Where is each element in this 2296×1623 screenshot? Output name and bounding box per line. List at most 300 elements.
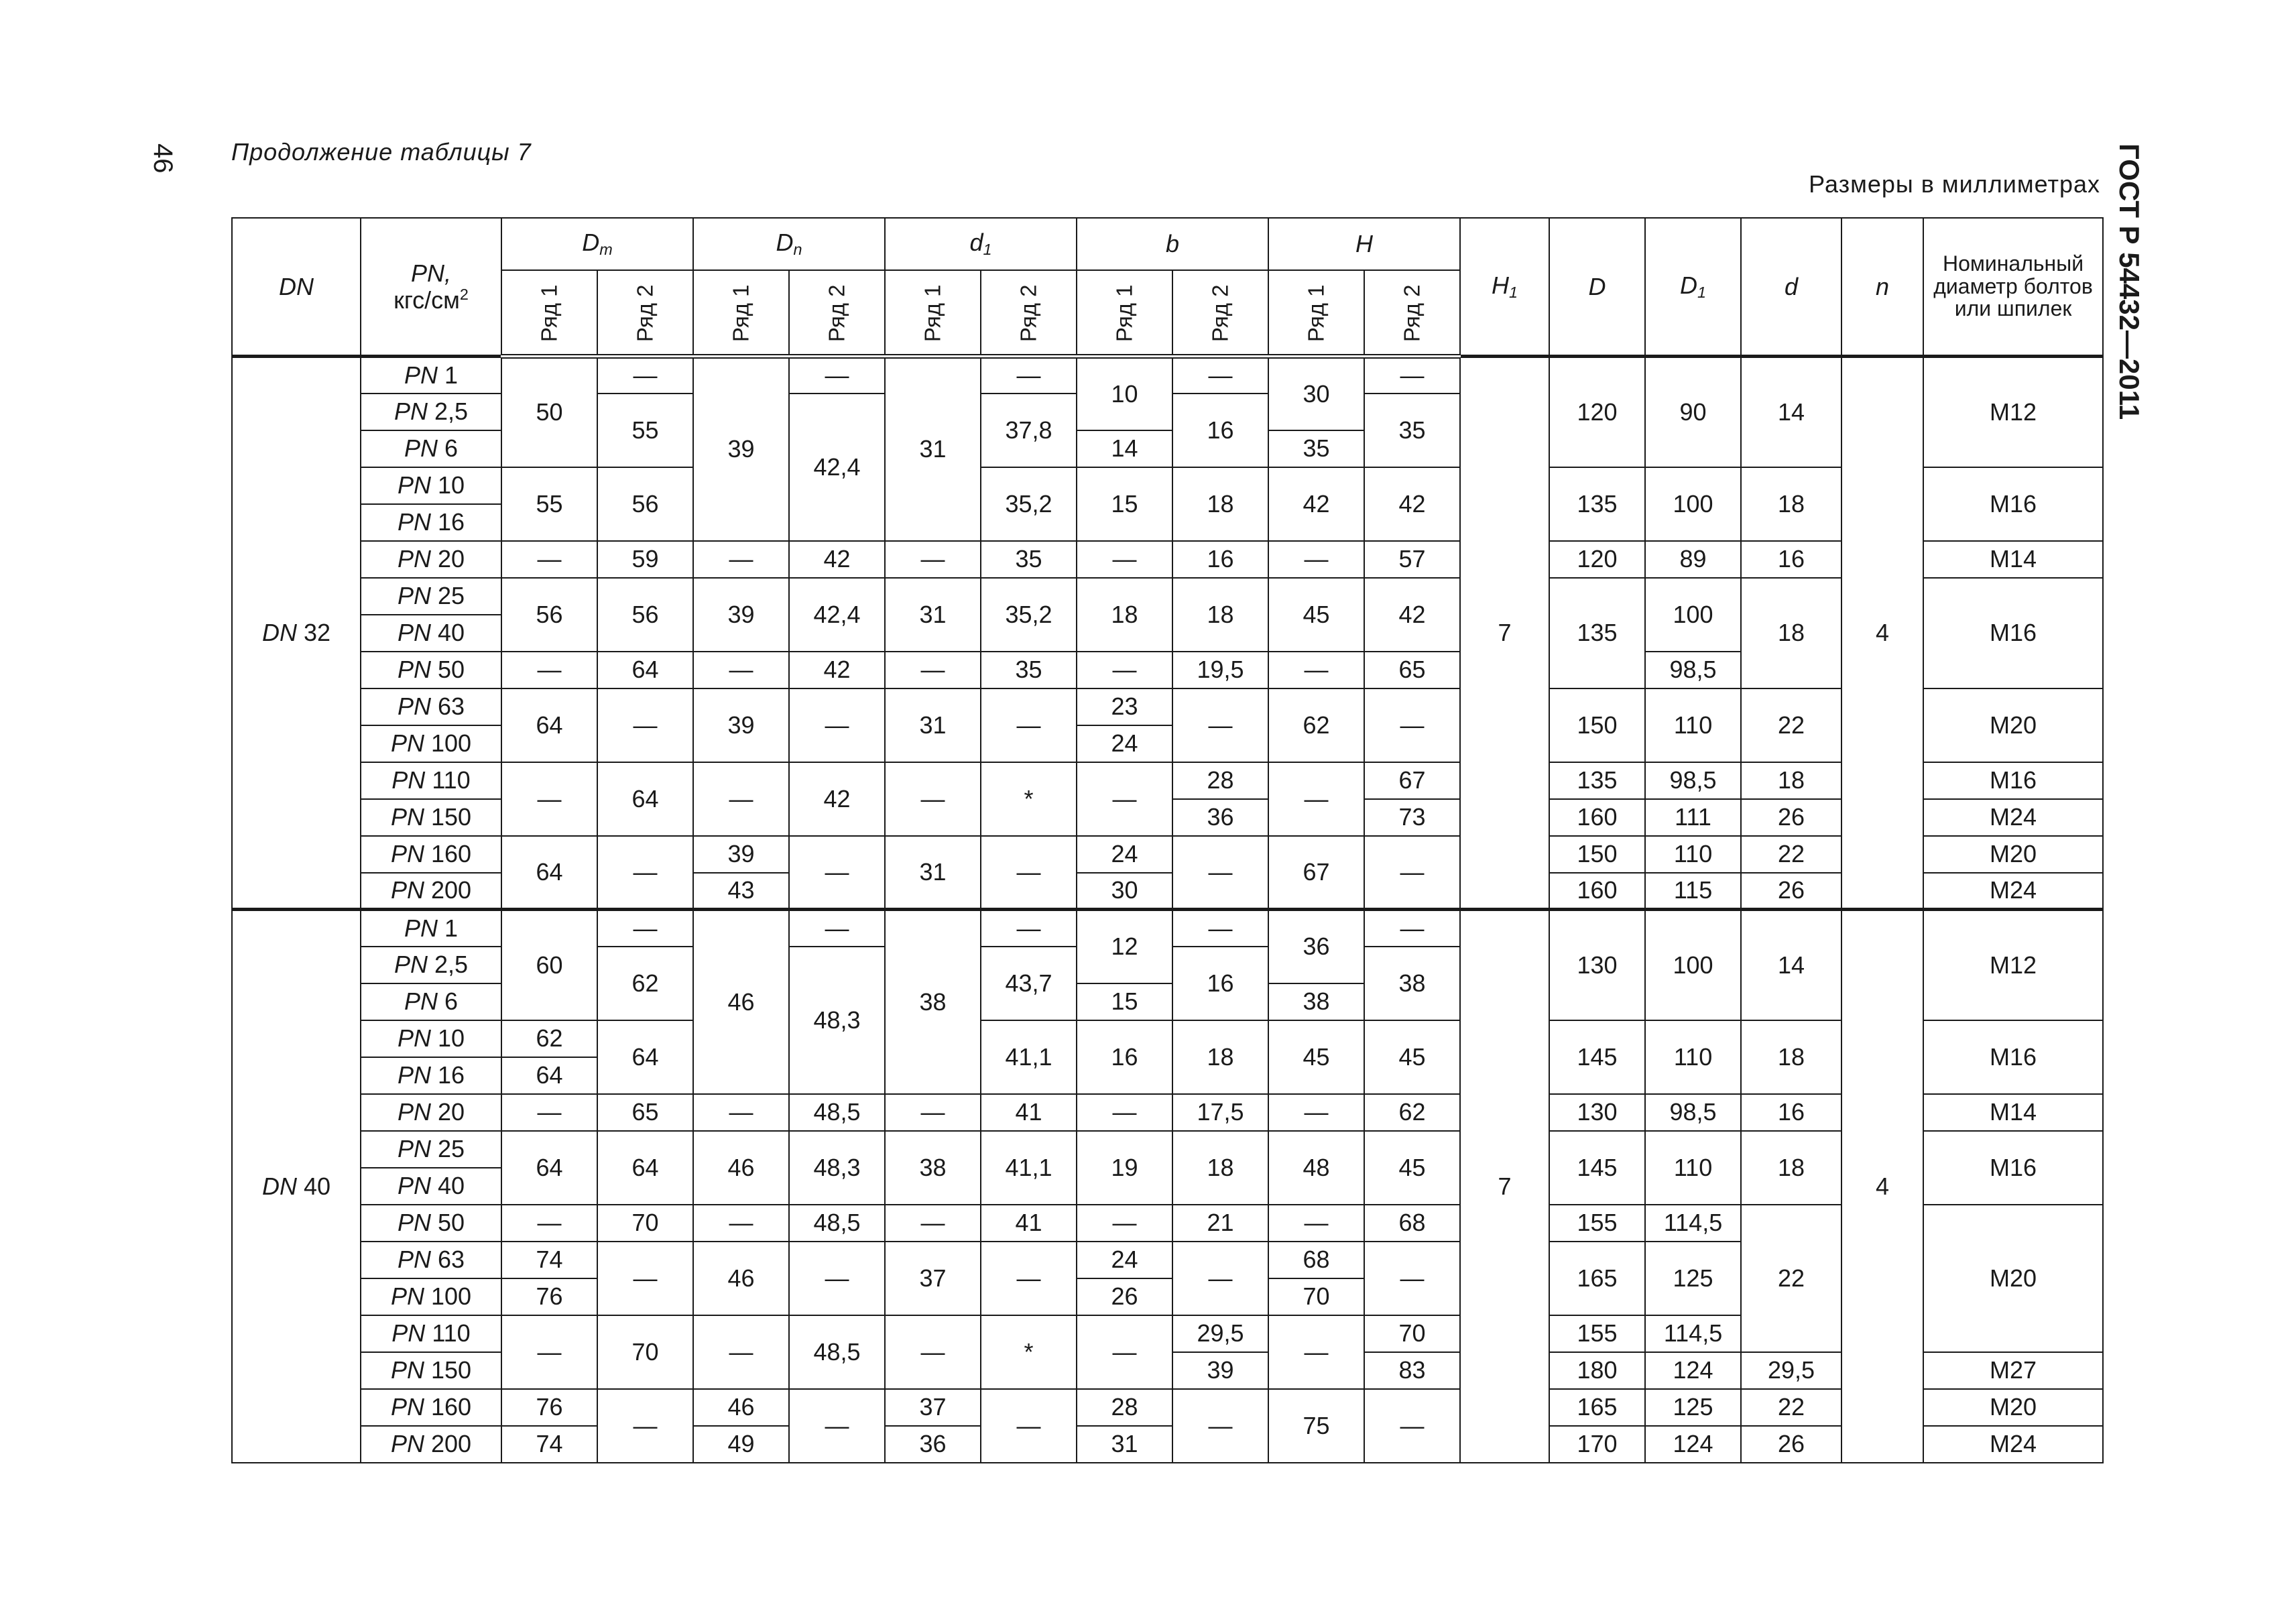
cell-text: PN — [397, 1246, 431, 1274]
table-cell: 65 — [1364, 652, 1460, 688]
table-cell: M20 — [1923, 836, 2103, 873]
table-cell: 36 — [1172, 799, 1268, 836]
table-cell: 70 — [1364, 1315, 1460, 1352]
table-cell: — — [1077, 541, 1172, 578]
table-cell: 26 — [1741, 1426, 1841, 1463]
table-cell — [361, 836, 501, 873]
col-b: b — [1077, 218, 1268, 270]
cell-text: PN, — [410, 259, 451, 287]
cell-text: Ряд 1 — [728, 284, 753, 343]
table-cell: 18 — [1172, 1131, 1268, 1205]
table-cell: 42 — [1364, 467, 1460, 541]
cell-text: 1 — [1697, 283, 1707, 301]
table-cell: — — [1364, 357, 1460, 394]
cell-text: PN — [397, 471, 431, 499]
table-cell: 145 — [1549, 1131, 1645, 1205]
table-cell: 35 — [981, 541, 1077, 578]
group-dn32 — [232, 357, 2103, 910]
pn-cell — [361, 357, 501, 394]
table-row — [232, 357, 2103, 394]
table-cell: 62 — [1364, 1094, 1460, 1131]
cell-text: 110 — [432, 766, 471, 794]
table-cell — [361, 1020, 501, 1057]
row2-label — [1172, 270, 1268, 357]
cell-text: DN — [261, 619, 297, 647]
table-cell: 7 — [1460, 357, 1549, 910]
units-note: Размеры в миллиметрах — [1809, 170, 2100, 198]
table-cell: — — [1077, 1205, 1172, 1242]
table-cell: 29,5 — [1172, 1315, 1268, 1352]
table-cell: — — [1268, 652, 1364, 688]
cell-text: 40 — [303, 1172, 331, 1200]
table-cell: 98,5 — [1645, 1094, 1741, 1131]
cell-text: PN — [397, 1098, 431, 1126]
table-cell: — — [597, 1389, 693, 1463]
table-cell: 110 — [1645, 836, 1741, 873]
row1-label — [1077, 270, 1172, 357]
table-cell: 35 — [1364, 394, 1460, 467]
table-cell: 38 — [885, 1131, 981, 1205]
cell-text: Ряд 1 — [920, 284, 945, 343]
page-bottom-margin — [0, 1496, 2296, 1623]
cell-text: 40 — [437, 1172, 465, 1200]
table-cell: 45 — [1268, 578, 1364, 652]
table-cell: 26 — [1077, 1278, 1172, 1315]
table-cell: 48 — [1268, 1131, 1364, 1205]
cell-text: PN — [397, 582, 431, 610]
table-cell: — — [693, 1094, 789, 1131]
table-cell: — — [1077, 1315, 1172, 1389]
cell-text: PN — [397, 545, 431, 573]
table-cell — [361, 1168, 501, 1205]
cell-text: 2,5 — [434, 951, 469, 979]
table-cell: M16 — [1923, 762, 2103, 799]
cell-text: 150 — [430, 1356, 472, 1384]
table-cell: 42 — [1364, 578, 1460, 652]
col-d-hole: d — [1741, 218, 1841, 357]
cell-text: PN — [390, 1430, 424, 1458]
table-cell: — — [885, 541, 981, 578]
table-cell: 46 — [693, 1131, 789, 1205]
table-cell — [361, 1242, 501, 1278]
table-cell: 62 — [597, 947, 693, 1020]
cell-text: 6 — [444, 434, 459, 463]
table-cell: 16 — [1741, 541, 1841, 578]
table-cell — [361, 910, 501, 947]
flange-dimensions-table — [231, 217, 2104, 1463]
table-cell: M16 — [1923, 1131, 2103, 1205]
table-row — [232, 467, 2103, 504]
table-cell: — — [885, 1205, 981, 1242]
cell-text: PN — [391, 1319, 426, 1347]
table-cell: 115 — [1645, 873, 1741, 910]
table-cell: 36 — [885, 1426, 981, 1463]
table-cell: 16 — [1741, 1094, 1841, 1131]
table-cell: 35,2 — [981, 578, 1077, 652]
cell-text: PN — [394, 951, 428, 979]
table-cell: 120 — [1549, 357, 1645, 467]
table-cell: 14 — [1741, 910, 1841, 1020]
standard-code: ГОСТ Р 54432—2011 — [2114, 143, 2145, 420]
table-cell: — — [1172, 1242, 1268, 1315]
table-cell: 55 — [597, 394, 693, 467]
table-cell: — — [789, 357, 885, 394]
table-cell: 18 — [1741, 762, 1841, 799]
table-cell: 50 — [501, 357, 597, 467]
table-cell: — — [693, 762, 789, 836]
table-cell: 48,3 — [789, 1131, 885, 1205]
table-cell: M20 — [1923, 1205, 2103, 1352]
row1-label — [693, 270, 789, 357]
table-cell — [361, 873, 501, 910]
table-cell: 145 — [1549, 1020, 1645, 1094]
table-cell: — — [1268, 1315, 1364, 1389]
table-row — [232, 1131, 2103, 1168]
table-cell: 22 — [1741, 688, 1841, 762]
table-cell — [361, 652, 501, 688]
table-cell: 24 — [1077, 836, 1172, 873]
table-cell: 41,1 — [981, 1131, 1077, 1205]
table-cell — [361, 983, 501, 1020]
table-cell: M14 — [1923, 541, 2103, 578]
table-cell: 39 — [693, 688, 789, 762]
table-cell: 55 — [501, 467, 597, 541]
table-cell: 21 — [1172, 1205, 1268, 1242]
cell-text: 160 — [430, 840, 472, 868]
cell-text: Ряд 2 — [1207, 284, 1233, 343]
table-cell — [361, 947, 501, 983]
table-cell: — — [789, 836, 885, 910]
table-cell: 70 — [597, 1315, 693, 1389]
table-cell: 14 — [1077, 430, 1172, 467]
table-cell: 64 — [501, 1057, 597, 1094]
cell-text: PN — [390, 803, 424, 831]
table-cell: 31 — [885, 836, 981, 910]
cell-text: кгс/см — [394, 286, 460, 314]
table-cell: — — [789, 1389, 885, 1463]
table-cell: 100 — [1645, 467, 1741, 541]
cell-text: 6 — [444, 987, 459, 1016]
table-cell: 31 — [1077, 1426, 1172, 1463]
table-cell: — — [501, 1094, 597, 1131]
table-cell: 28 — [1172, 762, 1268, 799]
table-cell: — — [1268, 1205, 1364, 1242]
table-cell: — — [1172, 910, 1268, 947]
table-cell — [361, 1278, 501, 1315]
table-cell: 89 — [1645, 541, 1741, 578]
table-cell: 165 — [1549, 1242, 1645, 1315]
cell-text: PN — [404, 434, 438, 463]
table-cell: 155 — [1549, 1205, 1645, 1242]
table-cell — [361, 504, 501, 541]
table-cell: — — [1364, 688, 1460, 762]
table-cell: 45 — [1268, 1020, 1364, 1094]
table-cell: 125 — [1645, 1242, 1741, 1315]
table-cell — [361, 578, 501, 615]
table-cell: — — [501, 652, 597, 688]
table-cell: 42 — [789, 762, 885, 836]
table-cell: 110 — [1645, 688, 1741, 762]
table-cell: M24 — [1923, 873, 2103, 910]
table-cell: — — [981, 910, 1077, 947]
cell-text: D — [1680, 271, 1698, 299]
table-cell: 7 — [1460, 910, 1549, 1463]
table-cell: — — [501, 1205, 597, 1242]
table-cell: 74 — [501, 1242, 597, 1278]
table-row — [232, 541, 2103, 578]
table-cell: M16 — [1923, 578, 2103, 688]
table-cell: — — [1172, 836, 1268, 910]
table-cell: — — [981, 1389, 1077, 1463]
table-cell: — — [885, 1315, 981, 1389]
table-cell — [361, 1057, 501, 1094]
table-cell: — — [501, 762, 597, 836]
table-cell: 16 — [1172, 947, 1268, 1020]
table-cell: 19 — [1077, 1131, 1172, 1205]
table-row — [232, 1389, 2103, 1426]
cell-text: 1 — [444, 914, 459, 942]
col-dm — [501, 218, 693, 270]
table-cell: * — [981, 1315, 1077, 1389]
table-cell: 64 — [501, 836, 597, 910]
table-cell: 4 — [1841, 357, 1923, 910]
table-cell: 59 — [597, 541, 693, 578]
table-cell: 124 — [1645, 1352, 1741, 1389]
table-cell: — — [1364, 836, 1460, 910]
row2-label — [597, 270, 693, 357]
table-cell — [361, 394, 501, 430]
table-cell: 62 — [501, 1020, 597, 1057]
table-cell: 29,5 — [1741, 1352, 1841, 1389]
table-cell: 37 — [885, 1242, 981, 1315]
table-cell: 56 — [501, 578, 597, 652]
table-cell: 64 — [501, 1131, 597, 1205]
row1-label — [501, 270, 597, 357]
table-cell: — — [501, 541, 597, 578]
table-cell: M16 — [1923, 1020, 2103, 1094]
cell-text: PN — [390, 729, 424, 758]
table-cell: 73 — [1364, 799, 1460, 836]
table-cell: 22 — [1741, 1389, 1841, 1426]
table-cell: 39 — [693, 836, 789, 873]
table-cell: 31 — [885, 578, 981, 652]
table-cell: 38 — [885, 910, 981, 1094]
table-cell: — — [981, 357, 1077, 394]
cell-text: 2,5 — [434, 398, 469, 426]
cell-text: PN — [397, 619, 431, 647]
table-cell: — — [885, 652, 981, 688]
table-cell — [361, 541, 501, 578]
table-cell: 41 — [981, 1094, 1077, 1131]
table-cell: M24 — [1923, 1426, 2103, 1463]
table-cell: 18 — [1741, 578, 1841, 688]
table-cell: 39 — [693, 578, 789, 652]
table-cell: 67 — [1268, 836, 1364, 910]
table-cell: — — [1172, 688, 1268, 762]
table-cell: 68 — [1364, 1205, 1460, 1242]
cell-text: 32 — [303, 619, 331, 647]
cell-text: Ряд 2 — [632, 284, 658, 343]
table-cell: 120 — [1549, 541, 1645, 578]
cell-text: 200 — [430, 1430, 472, 1458]
table-cell: 15 — [1077, 983, 1172, 1020]
table-cell — [361, 1094, 501, 1131]
table-cell: 26 — [1741, 873, 1841, 910]
table-cell: 18 — [1077, 578, 1172, 652]
table-cell: 18 — [1741, 1020, 1841, 1094]
cell-text: 1 — [1509, 283, 1518, 301]
table-cell: 135 — [1549, 762, 1645, 799]
table-cell: 46 — [693, 1389, 789, 1426]
table-cell: 16 — [1172, 394, 1268, 467]
table-cell: — — [693, 652, 789, 688]
table-cell: 30 — [1077, 873, 1172, 910]
col-h: H — [1268, 218, 1460, 270]
table-cell: 18 — [1741, 1131, 1841, 1205]
table-cell: 114,5 — [1645, 1205, 1741, 1242]
table-cell: — — [789, 1242, 885, 1315]
table-cell: 150 — [1549, 688, 1645, 762]
cell-text: PN — [404, 914, 438, 942]
col-d1 — [885, 218, 1077, 270]
table-cell: 49 — [693, 1426, 789, 1463]
table-cell: — — [1364, 1242, 1460, 1315]
table-cell: 65 — [597, 1094, 693, 1131]
cell-text: H — [1492, 271, 1510, 299]
table-cell: 10 — [1077, 357, 1172, 430]
table-cell: 12 — [1077, 910, 1172, 983]
table-cell: 57 — [1364, 541, 1460, 578]
cell-text: 2 — [459, 285, 469, 303]
table-cell: 135 — [1549, 578, 1645, 688]
cell-text: 100 — [430, 729, 472, 758]
cell-text: D — [776, 229, 794, 257]
table-cell: 64 — [597, 1131, 693, 1205]
cell-text: 10 — [437, 1024, 465, 1053]
table-cell: — — [597, 836, 693, 910]
table-cell: 45 — [1364, 1020, 1460, 1094]
table-cell — [361, 1389, 501, 1426]
row1-label — [1268, 270, 1364, 357]
table-cell: 28 — [1077, 1389, 1172, 1426]
cell-text: Ряд 2 — [824, 284, 849, 343]
cell-text: 63 — [437, 1246, 465, 1274]
table-cell: 4 — [1841, 910, 1923, 1463]
table-cell: 70 — [597, 1205, 693, 1242]
table-row — [232, 910, 2103, 947]
table-cell: 100 — [1645, 910, 1741, 1020]
table-cell: — — [789, 910, 885, 947]
row2-label — [981, 270, 1077, 357]
cell-text: PN — [390, 1356, 424, 1384]
table-header — [232, 218, 2103, 357]
table-cell: * — [981, 762, 1077, 836]
cell-text: PN — [390, 1393, 424, 1421]
table-cell: M14 — [1923, 1094, 2103, 1131]
table-cell: — — [885, 762, 981, 836]
cell-text: PN — [397, 1061, 431, 1089]
cell-text: PN — [390, 840, 424, 868]
table-cell: — — [1077, 652, 1172, 688]
table-cell: 76 — [501, 1389, 597, 1426]
row1-label — [885, 270, 981, 357]
table-cell: 165 — [1549, 1389, 1645, 1426]
table-cell: 111 — [1645, 799, 1741, 836]
cell-text: 50 — [437, 1209, 465, 1237]
cell-text: 40 — [437, 619, 465, 647]
table-cell: 24 — [1077, 1242, 1172, 1278]
table-cell: 35,2 — [981, 467, 1077, 541]
table-cell: 70 — [1268, 1278, 1364, 1315]
col-n: n — [1841, 218, 1923, 357]
table-cell: 43 — [693, 873, 789, 910]
table-cell — [361, 1315, 501, 1352]
table-cell — [361, 1426, 501, 1463]
table-cell: 46 — [693, 910, 789, 1094]
table-cell: 48,5 — [789, 1315, 885, 1389]
cell-text: 160 — [430, 1393, 472, 1421]
table-cell: 38 — [1268, 983, 1364, 1020]
table-cell: 98,5 — [1645, 762, 1741, 799]
table-cell: 48,3 — [789, 947, 885, 1094]
table-cell: — — [597, 688, 693, 762]
cell-text: 50 — [437, 656, 465, 684]
table-cell: 37,8 — [981, 394, 1077, 467]
table-cell: — — [1364, 1389, 1460, 1463]
table-cell — [361, 1352, 501, 1389]
table-cell: 98,5 — [1645, 652, 1741, 688]
col-d-outer: D — [1549, 218, 1645, 357]
group-dn40 — [232, 910, 2103, 1463]
cell-text: 25 — [437, 1135, 465, 1163]
table-cell: 67 — [1364, 762, 1460, 799]
table-cell: 75 — [1268, 1389, 1364, 1463]
cell-text: 100 — [430, 1282, 472, 1311]
table-cell: — — [1077, 762, 1172, 836]
table-cell: 23 — [1077, 688, 1172, 725]
table-cell: 64 — [501, 688, 597, 762]
table-cell: 150 — [1549, 836, 1645, 873]
table-cell: 90 — [1645, 357, 1741, 467]
table-cell: 74 — [501, 1426, 597, 1463]
table-cell: M27 — [1923, 1352, 2103, 1389]
col-pn — [361, 218, 501, 357]
table-cell: 76 — [501, 1278, 597, 1315]
table-row — [232, 1020, 2103, 1057]
cell-text: 20 — [437, 545, 465, 573]
cell-text: 63 — [437, 693, 465, 721]
table-cell: 18 — [1172, 467, 1268, 541]
table-cell: — — [693, 541, 789, 578]
table-row — [232, 1205, 2103, 1242]
table-cell: 19,5 — [1172, 652, 1268, 688]
cell-text: 1 — [983, 241, 992, 259]
table-cell: — — [1172, 357, 1268, 394]
cell-text: PN — [397, 1024, 431, 1053]
table-cell: M16 — [1923, 467, 2103, 541]
table-cell: 18 — [1172, 578, 1268, 652]
table-cell: — — [597, 910, 693, 947]
table-row — [232, 836, 2103, 873]
table-cell: 130 — [1549, 910, 1645, 1020]
table-cell: — — [1364, 910, 1460, 947]
table-cell: 46 — [693, 1242, 789, 1315]
table-cell: 180 — [1549, 1352, 1645, 1389]
table-row — [232, 762, 2103, 799]
table-cell: 62 — [1268, 688, 1364, 762]
table-cell: 39 — [693, 357, 789, 541]
table-cell: 14 — [1741, 357, 1841, 467]
